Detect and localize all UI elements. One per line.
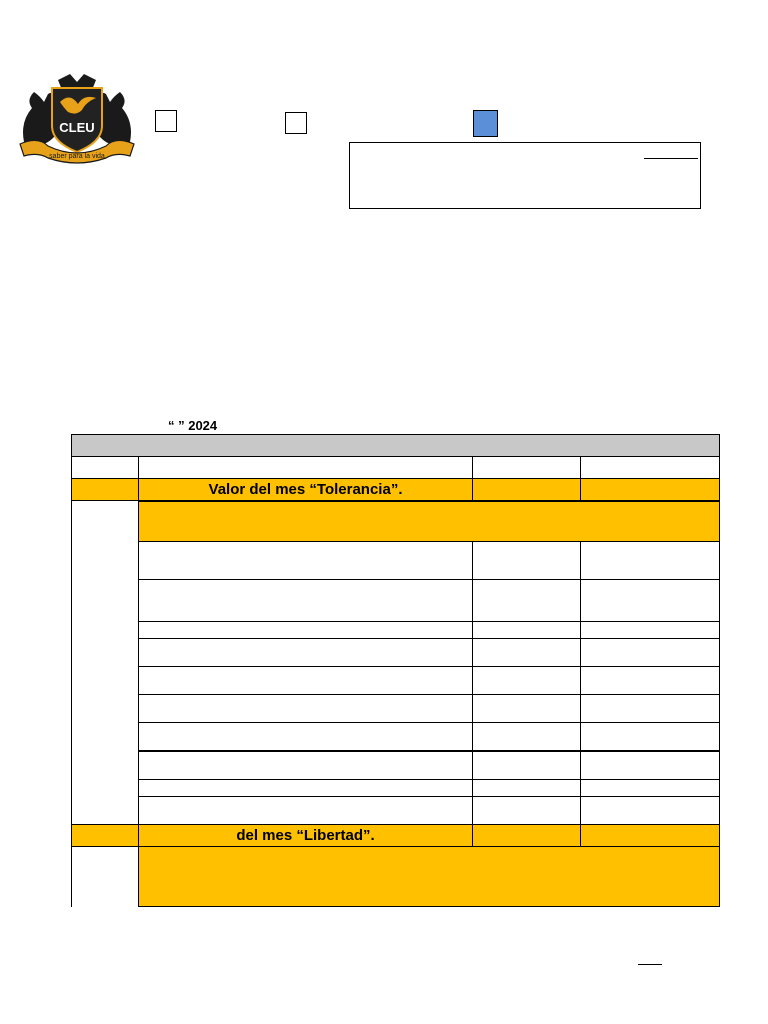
table-row [472, 722, 580, 750]
table-row [472, 694, 580, 722]
table-row [580, 779, 720, 796]
page-number-line [638, 964, 662, 965]
table-row [138, 638, 472, 666]
table-row [580, 638, 720, 666]
table-row [580, 579, 720, 621]
month2-cell-3 [472, 824, 580, 846]
table-row [138, 722, 472, 750]
table-row [472, 638, 580, 666]
table-row [472, 779, 580, 796]
checkbox-option-3[interactable] [473, 110, 498, 137]
checkbox-option-2[interactable] [285, 112, 307, 134]
table-right-border [719, 434, 720, 907]
logo-text: CLEU [59, 120, 95, 135]
col-header-4 [580, 456, 720, 478]
month2-goal-block [138, 846, 720, 907]
table-row [138, 666, 472, 694]
table-row [138, 579, 472, 621]
planning-table [71, 434, 720, 907]
table-row [580, 750, 720, 779]
month1-cell-4 [580, 478, 720, 500]
month2-left-column [71, 846, 138, 907]
month2-value-label: del mes “Libertad”. [138, 824, 472, 846]
table-row [472, 541, 580, 579]
table-row [138, 541, 472, 579]
month1-left-column [71, 500, 138, 824]
table-row [472, 750, 580, 779]
school-logo [18, 72, 136, 164]
month1-cell-1 [71, 478, 138, 500]
month2-cell-4 [580, 824, 720, 846]
table-row [472, 579, 580, 621]
table-row [472, 621, 580, 638]
month1-cell-3 [472, 478, 580, 500]
info-box [349, 142, 701, 209]
month1-goal-block [138, 500, 720, 541]
checkbox-option-1[interactable] [155, 110, 177, 132]
table-row [472, 666, 580, 694]
table-row [580, 541, 720, 579]
table-row [138, 796, 472, 824]
year-label: “ ” 2024 [168, 418, 218, 433]
table-row [472, 796, 580, 824]
table-row [580, 694, 720, 722]
table-row [580, 621, 720, 638]
table-row [580, 666, 720, 694]
table-row [138, 621, 472, 638]
table-row [138, 750, 472, 779]
table-row [138, 779, 472, 796]
table-row-divider [71, 824, 720, 825]
col-header-3 [472, 456, 580, 478]
info-box-line [644, 158, 698, 159]
col-header-1 [71, 456, 138, 478]
logo-motto: saber para la vida [49, 153, 105, 160]
month2-cell-1 [71, 824, 138, 846]
table-row [138, 694, 472, 722]
table-header-row [71, 434, 720, 456]
col-header-2 [138, 456, 472, 478]
table-row [580, 722, 720, 750]
month1-value-label: Valor del mes “Tolerancia”. [138, 478, 472, 500]
table-row [580, 796, 720, 824]
